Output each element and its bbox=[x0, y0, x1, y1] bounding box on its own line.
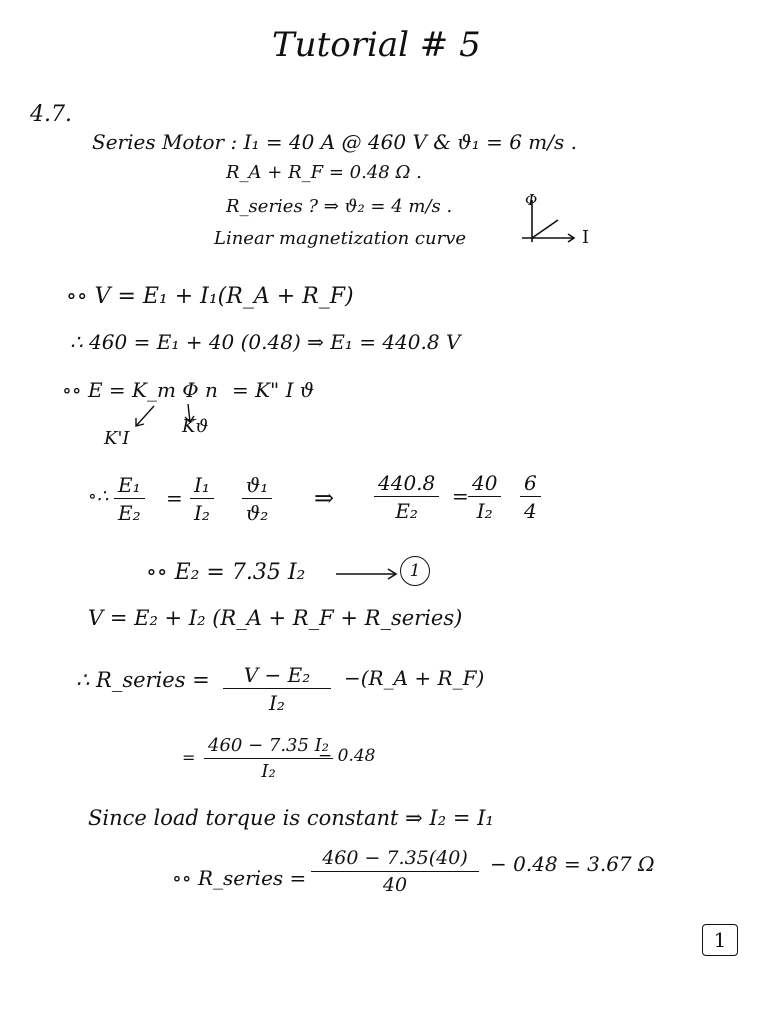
ratio-lead: ∘∴ bbox=[88, 486, 109, 507]
equation-voltage-series: V = E₂ + I₂ (R_A + R_F + R_series) bbox=[88, 606, 463, 630]
equation-ref-number: 1 bbox=[409, 561, 421, 581]
page-title: Tutorial # 5 bbox=[272, 25, 481, 65]
fraction-denominator: ϑ₂ bbox=[246, 501, 269, 525]
equation-emf: ∘∘ E = K_m Φ n bbox=[62, 378, 218, 402]
ratio-implies-arrow: ⇒ bbox=[314, 484, 335, 512]
fraction-denominator: E₂ bbox=[118, 501, 141, 525]
fraction-numerator: 440.8 bbox=[374, 472, 439, 497]
annotation-k-prime-i: K'I bbox=[104, 428, 130, 449]
given-line-series-motor: Series Motor : I₁ = 40 A @ 460 V & ϑ₁ = 6 m/s . bbox=[92, 130, 577, 154]
fraction-substitute bbox=[204, 736, 333, 782]
fraction-40-i2 bbox=[468, 472, 501, 522]
equation-rseries-tail: −(R_A + R_F) bbox=[344, 666, 485, 690]
fraction-i1-i2 bbox=[190, 474, 214, 524]
equation-substitute-lead: = bbox=[182, 748, 196, 767]
fraction-rseries-general bbox=[222, 664, 332, 714]
equation-e2: ∘∘ E₂ = 7.35 I₂ bbox=[146, 560, 306, 585]
fraction-numerator: E₁ bbox=[114, 474, 145, 499]
equation-e1: ∴ 460 = E₁ + 40 (0.48) ⇒ E₁ = 440.8 V bbox=[70, 330, 461, 354]
equation-voltage: ∘∘ V = E₁ + I₁(R_A + R_F) bbox=[66, 284, 354, 309]
fraction-4408-e2 bbox=[374, 472, 439, 522]
annotation-k-theta: Kϑ bbox=[182, 416, 209, 437]
graph-y-label: Φ bbox=[525, 191, 538, 209]
given-line-rseries: R_series ? ⇒ ϑ₂ = 4 m/s . bbox=[226, 196, 453, 217]
fraction-final bbox=[312, 848, 478, 896]
ratio-equals-2: = bbox=[452, 484, 469, 508]
fraction-6-4 bbox=[520, 472, 541, 522]
fraction-numerator: 6 bbox=[520, 472, 541, 497]
fraction-v1-v2 bbox=[242, 474, 272, 524]
given-line-resistance: R_A + R_F = 0.48 Ω . bbox=[226, 162, 422, 183]
fraction-denominator: I₂ bbox=[261, 760, 276, 782]
fraction-denominator: I₂ bbox=[194, 501, 210, 525]
ratio-equals: = bbox=[166, 486, 183, 510]
fraction-e1-e2 bbox=[114, 474, 145, 524]
fraction-numerator: 460 − 7.35 I₂ bbox=[204, 736, 333, 759]
fraction-denominator: 4 bbox=[524, 499, 537, 523]
final-rseries-lead: ∘∘ R_series = bbox=[172, 866, 307, 890]
given-line-magnetization: Linear magnetization curve bbox=[214, 228, 467, 249]
fraction-numerator: ϑ₁ bbox=[242, 474, 272, 499]
fraction-denominator: 40 bbox=[382, 873, 408, 896]
page-number-box bbox=[702, 924, 738, 956]
reference-arrow bbox=[334, 566, 404, 582]
final-result: − 0.48 = 3.67 Ω bbox=[490, 852, 655, 876]
fraction-denominator: I₂ bbox=[476, 499, 493, 523]
fraction-denominator: E₂ bbox=[395, 499, 418, 523]
fraction-numerator: 40 bbox=[468, 472, 501, 497]
equation-rseries-lead: ∴ R_series = bbox=[76, 668, 210, 692]
fraction-denominator: I₂ bbox=[269, 691, 285, 715]
page-number: 1 bbox=[713, 928, 727, 952]
statement-constant-torque: Since load torque is constant ⇒ I₂ = I₁ bbox=[88, 806, 494, 830]
magnetization-curve-sketch bbox=[510, 190, 590, 250]
fraction-numerator: I₁ bbox=[190, 474, 214, 499]
equation-emf-simplified: = K" I ϑ bbox=[232, 378, 315, 402]
equation-substitute-tail: − 0.48 bbox=[318, 746, 376, 766]
problem-number: 4.7. bbox=[30, 102, 72, 127]
graph-x-label: I bbox=[582, 227, 590, 248]
equation-ref-circle bbox=[400, 556, 430, 586]
fraction-numerator: 460 − 7.35(40) bbox=[311, 848, 479, 872]
fraction-numerator: V − E₂ bbox=[223, 664, 331, 689]
